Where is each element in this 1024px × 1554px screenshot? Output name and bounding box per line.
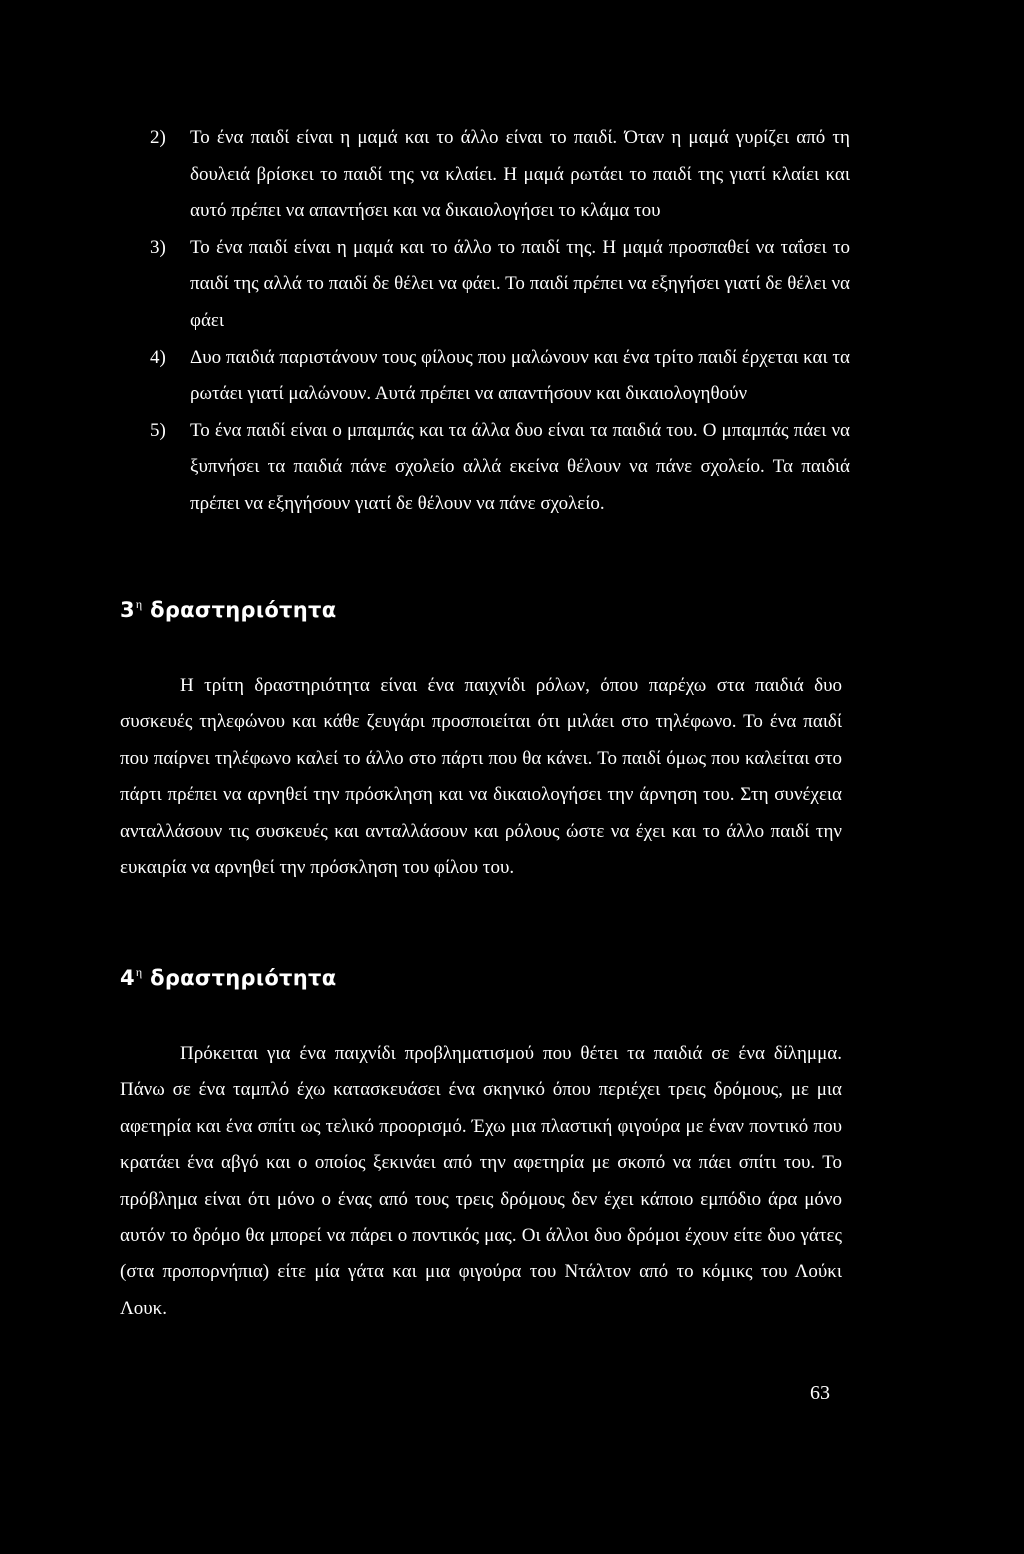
list-item-number: 5) bbox=[150, 419, 166, 441]
list-item-text: Το ένα παιδί είναι ο μπαμπάς και τα άλλα δυο είναι τα παιδιά του. Ο μπαμπάς πάει να ξυπνήσει τα παιδιά πάνε σχολείο αλλά εκείνα θέλουν να πάνε σχολείο. Τα παιδιά πρέπει να εξηγήσουν γιατί δε θέλουν να πάνε σχολείο. bbox=[190, 419, 850, 514]
list-item-text: Το ένα παιδί είναι η μαμά και το άλλο το παιδί της. Η μαμά προσπαθεί να ταΐσει το παιδί της αλλά το παιδί δε θέλει να φάει. Το παιδί πρέπει να εξηγήσει γιατί δε θέλει να φάει bbox=[190, 236, 850, 331]
list-item bbox=[150, 340, 850, 413]
list-item bbox=[150, 413, 850, 523]
section-3-ordinal: 3 bbox=[120, 598, 135, 622]
section-4-ordinal: 4 bbox=[120, 966, 135, 990]
section-4-superscript: η bbox=[135, 965, 143, 979]
list-item bbox=[150, 230, 850, 340]
list-item bbox=[150, 120, 850, 230]
page-number: 63 bbox=[810, 1382, 830, 1404]
list-item-text: Το ένα παιδί είναι η μαμά και το άλλο είναι το παιδί. Όταν η μαμά γυρίζει από τη δουλειά βρίσκει το παιδί της να κλαίει. Η μαμά ρωτάει το παιδί της γιατί κλαίει και αυτό πρέπει να απαντήσει και να δικαιολογήσει το κλάμα του bbox=[190, 127, 850, 222]
list-item-number: 3) bbox=[150, 236, 166, 258]
list-item-number: 4) bbox=[150, 346, 166, 368]
section-4-heading bbox=[120, 965, 336, 990]
role-play-list bbox=[150, 120, 850, 523]
section-4-body: Πρόκειται για ένα παιχνίδι προβληματισμού που θέτει τα παιδιά σε ένα δίλημμα. Πάνω σε ένα ταμπλό έχω κατασκευάσει ένα σκηνικό όπου περιέχει τρεις δρόμους, με μια αφετηρία και ένα σπίτι ως τελικό προορισμό. Έχω μια πλαστική φιγούρα με έναν ποντικό που κρατάει ένα αβγό και ο οποίος ξεκινάει από την αφετηρία με σκοπό να πάει σπίτι του. Το πρόβλημα είναι ότι μόνο ο ένας από τους τρεις δρόμους δεν έχει κάποιο εμπόδιο άρα μόνο αυτόν το δρόμο θα μπορεί να πάρει ο ποντικός μας. Οι άλλοι δυο δρόμοι έχουν είτε δυο γάτες (στα προπορνήπια) είτε μία γάτα και μια φιγούρα του Ντάλτον από το κόμικς του Λούκι Λουκ. bbox=[120, 1043, 842, 1319]
list-item-number: 2) bbox=[150, 127, 166, 148]
section-3-title: δραστηριότητα bbox=[150, 598, 337, 622]
section-3-body: Η τρίτη δραστηριότητα είναι ένα παιχνίδι ρόλων, όπου παρέχω στα παιδιά δυο συσκευές τηλεφώνου και κάθε ζευγάρι προσποιείται ότι μιλάει στο τηλέφωνο. Το ένα παιδί που παίρνει τηλέφωνο καλεί το άλλο στο πάρτι που θα κάνει. Το παιδί όμως που καλείται στο πάρτι πρέπει να αρνηθεί την πρόσκληση και να δικαιολογήσει την άρνηση του. Στη συνέχεια ανταλλάσουν τις συσκευές και ανταλλάσουν και ρόλους ώστε να έχει και το άλλο παιδί την ευκαιρία να αρνηθεί την πρόσκληση του φίλου του. bbox=[120, 675, 842, 879]
list-item-text: Δυο παιδιά παριστάνουν τους φίλους που μαλώνουν και ένα τρίτο παιδί έρχεται και τα ρωτάει γιατί μαλώνουν. Αυτά πρέπει να απαντήσουν και δικαιολογηθούν bbox=[190, 346, 850, 405]
section-4-title: δραστηριότητα bbox=[150, 966, 337, 990]
section-3-superscript: η bbox=[135, 597, 143, 611]
section-3-heading bbox=[120, 597, 336, 622]
